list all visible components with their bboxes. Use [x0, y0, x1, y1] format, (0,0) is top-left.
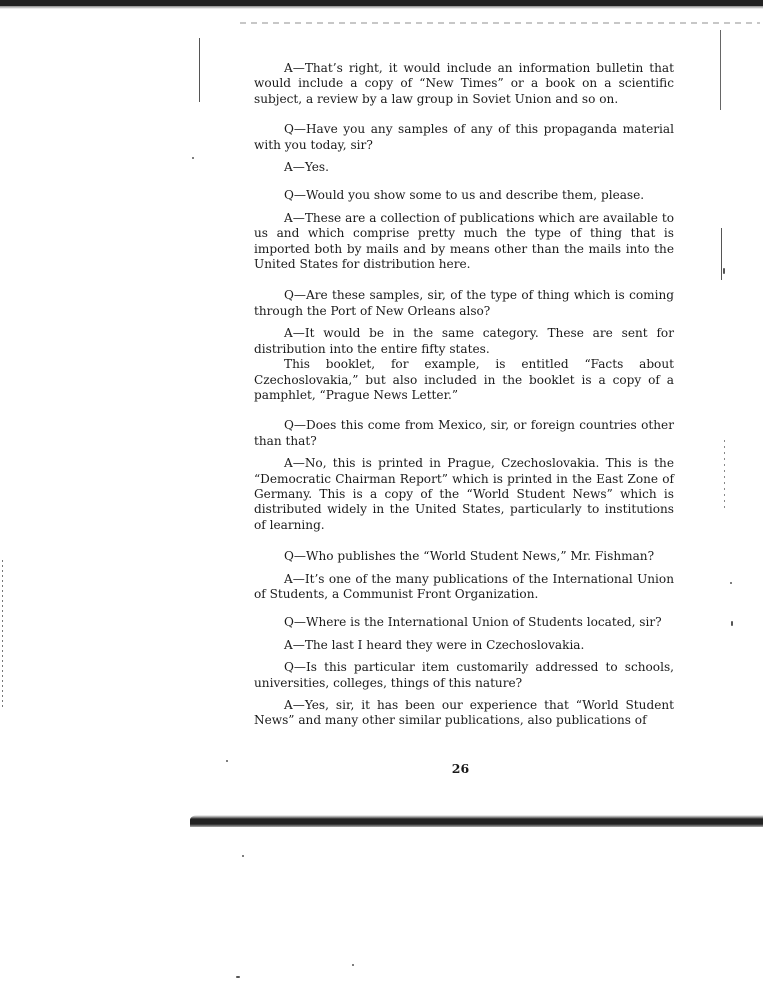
- paragraph-answer-5: A—No, this is printed in Prague, Czechoslovakia. This is the “Democratic Chairman Report” which is printed in the East Zone of Germany. This is a copy of the “World Student News” which is distributed widely in the United States, particularly to institutions of learning.: [254, 456, 674, 532]
- scan-speck: [723, 268, 725, 274]
- scan-speck: [192, 157, 194, 159]
- scan-speck: [352, 964, 354, 966]
- paragraph-question-6: Q—Where is the International Union of Students located, sir?: [284, 615, 662, 630]
- right-margin-mark: [720, 30, 721, 110]
- paragraph-answer-4-continued: This booklet, for example, is entitled “Facts about Czechoslovakia,” but also included in the booklet is a copy of a pamphlet, “Prague News Letter.”: [254, 357, 674, 402]
- paragraph-answer-6: A—It’s one of the many publications of the International Union of Students, a Communist Front Organization.: [254, 571, 674, 601]
- scan-speck: [731, 621, 733, 626]
- transcript-body: [254, 61, 674, 729]
- page-number: [0, 761, 763, 776]
- right-edge-artifact: [724, 440, 725, 510]
- paragraph-question-1: Q—Have you any samples of any of this propaganda material with you today, sir?: [254, 122, 674, 152]
- paragraph-answer-8: A—Yes, sir, it has been our experience that “World Student News” and many other similar publications, also publications of: [254, 698, 674, 728]
- paragraph-answer-4: A—It would be in the same category. These are sent for distribution into the entire fifty states.: [254, 326, 674, 356]
- scan-speck: [236, 976, 240, 978]
- page-number-text: 26: [451, 761, 470, 776]
- scan-speck: [242, 855, 244, 857]
- paragraph-question-3: Q—Are these samples, sir, of the type of thing which is coming through the Port of New Orleans also?: [254, 288, 674, 318]
- paragraph-answer-7: A—The last I heard they were in Czechoslovakia.: [284, 637, 585, 652]
- scan-speck: [730, 582, 732, 584]
- paragraph-question-2: Q—Would you show some to us and describe them, please.: [284, 188, 645, 203]
- paragraph-question-5: Q—Who publishes the “World Student News,” Mr. Fishman?: [284, 549, 655, 564]
- left-edge-artifact: [2, 560, 3, 710]
- paragraph-question-4: Q—Does this come from Mexico, sir, or foreign countries other than that?: [254, 418, 674, 448]
- top-scan-artifact: [240, 22, 760, 24]
- bottom-border-rule: [190, 815, 763, 827]
- top-border-rule: [0, 0, 763, 9]
- left-margin-mark: [199, 38, 200, 102]
- paragraph-answer-2: A—Yes.: [284, 160, 329, 175]
- paragraph-question-7: Q—Is this particular item customarily addressed to schools, universities, colleges, things of this nature?: [254, 660, 674, 690]
- right-margin-mark-2: [721, 228, 722, 280]
- scan-speck: [226, 760, 228, 762]
- paragraph-answer-3: A—These are a collection of publications which are available to us and which comprise pretty much the type of thing that is imported both by mails and by means other than the mails into the United States for distribution here.: [254, 210, 674, 272]
- paragraph-answer-1: A—That’s right, it would include an information bulletin that would include a copy of “New Times” or a book on a scientific subject, a review by a law group in Soviet Union and so on.: [254, 61, 674, 106]
